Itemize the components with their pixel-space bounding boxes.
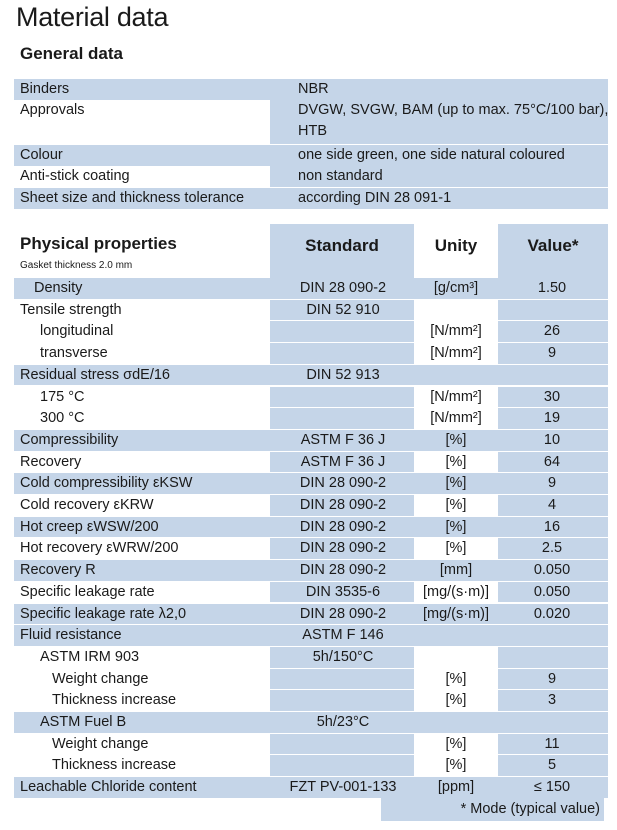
property-value: 4 [547, 497, 557, 513]
property-value: 26 [543, 323, 561, 340]
property-unit [416, 625, 496, 646]
property-standard: DIN 28 090-2 [299, 540, 387, 557]
property-row [14, 408, 608, 429]
property-label: Residual stress σdE/16 [20, 366, 170, 383]
property-standard [270, 734, 416, 755]
property-unit: [%] [445, 475, 467, 492]
property-standard: 5h/23°C [316, 714, 370, 730]
property-row [14, 495, 608, 516]
header-value: Value* [498, 224, 608, 278]
property-standard: DIN 28 090-2 [299, 280, 387, 296]
property-row [14, 582, 608, 603]
property-standard [270, 387, 416, 408]
general-row [14, 166, 608, 187]
general-row-value: non standard [298, 168, 383, 184]
property-label: Hot creep εWSW/200 [20, 518, 159, 535]
property-value: 64 [543, 453, 561, 470]
general-row-value: NBR [298, 81, 329, 97]
general-row-value: according DIN 28 091-1 [298, 190, 452, 206]
property-label: longitudinal [40, 323, 114, 340]
property-value [496, 647, 608, 668]
property-row [14, 560, 608, 581]
property-label: Cold compressibility εKSW [20, 475, 193, 492]
property-standard [270, 408, 416, 429]
property-row [14, 755, 608, 776]
property-row [14, 777, 608, 798]
footnote-row [14, 797, 608, 821]
property-row [14, 604, 608, 625]
general-data-heading: General data [20, 44, 123, 63]
property-standard [270, 669, 416, 690]
property-value: 9 [547, 670, 557, 687]
property-unit: [mm] [439, 562, 473, 579]
physical-subtitle: Gasket thickness 2.0 mm [20, 260, 133, 271]
property-standard [270, 755, 416, 776]
general-row-value-cont: HTB [298, 123, 327, 139]
property-label: ASTM Fuel B [40, 714, 127, 730]
property-value: 2.5 [541, 540, 563, 557]
general-row-value: DVGW, SVGW, BAM (up to max. 75°C/100 bar), [298, 102, 609, 118]
property-standard: DIN 28 090-2 [299, 605, 387, 622]
property-unit [416, 300, 496, 321]
property-value: 9 [547, 345, 557, 362]
property-value [496, 300, 608, 321]
property-standard [270, 343, 416, 364]
property-value: ≤ 150 [533, 779, 571, 796]
property-unit: [%] [445, 497, 467, 513]
property-row [14, 712, 608, 733]
property-unit: [%] [445, 453, 467, 470]
general-row [14, 145, 608, 166]
property-standard: ASTM F 36 J [300, 431, 386, 448]
property-standard: DIN 3535-6 [305, 583, 381, 600]
property-row [14, 538, 608, 559]
property-row [14, 321, 608, 342]
general-row-label: Approvals [20, 102, 85, 118]
property-value: 5 [547, 757, 557, 774]
property-standard: ASTM F 146 [302, 627, 384, 644]
general-row-label: Colour [20, 147, 63, 163]
property-value [496, 365, 608, 386]
property-row [14, 647, 608, 668]
property-value [496, 625, 608, 646]
footnote: * Mode (typical value) [381, 797, 604, 821]
property-unit: [%] [445, 540, 467, 557]
property-label: ASTM IRM 903 [40, 648, 140, 665]
property-row [14, 430, 608, 451]
property-row [14, 473, 608, 494]
property-unit: [g/cm³] [433, 280, 479, 296]
general-row-label: Anti-stick coating [20, 168, 130, 184]
property-value: 0.020 [533, 605, 571, 622]
property-standard: FZT PV-001-133 [289, 779, 397, 796]
property-standard [270, 321, 416, 342]
property-value: 16 [543, 518, 561, 535]
property-unit: [%] [445, 692, 467, 709]
property-unit: [ppm] [437, 779, 475, 796]
property-row [14, 278, 608, 299]
property-unit: [%] [445, 670, 467, 687]
property-value: 30 [543, 388, 561, 405]
property-label: Recovery R [20, 562, 96, 579]
property-label: Leachable Chloride content [20, 779, 197, 796]
property-value: 0.050 [533, 583, 571, 600]
property-unit: [N/mm²] [430, 323, 482, 340]
property-row [14, 452, 608, 473]
property-label: Specific leakage rate λ2,0 [20, 605, 187, 622]
property-unit: [%] [445, 757, 467, 774]
property-standard: DIN 52 910 [306, 301, 380, 318]
property-value: 9 [547, 475, 557, 492]
property-value: 1.50 [537, 280, 567, 296]
general-row-label: Sheet size and thickness tolerance [20, 190, 245, 206]
property-value [496, 712, 608, 733]
property-standard: DIN 28 090-2 [299, 497, 387, 513]
property-standard: DIN 28 090-2 [299, 518, 387, 535]
property-unit: [%] [445, 735, 467, 752]
property-row [14, 517, 608, 538]
property-unit: [N/mm²] [430, 345, 482, 362]
property-unit: [N/mm²] [430, 410, 482, 427]
header-unity: Unity [416, 224, 496, 278]
property-standard: DIN 52 913 [306, 366, 380, 383]
property-row [14, 625, 608, 646]
property-label: 300 °C [40, 410, 85, 427]
property-unit: [%] [445, 518, 467, 535]
property-unit: [mg/(s·m)] [422, 583, 490, 600]
property-label: transverse [40, 345, 108, 362]
property-value: 0.050 [533, 562, 571, 579]
header-standard: Standard [270, 224, 414, 278]
property-row [14, 690, 608, 711]
general-row [14, 79, 608, 100]
property-row [14, 365, 608, 386]
property-row [14, 300, 608, 321]
property-label: Compressibility [20, 431, 119, 448]
property-label: Fluid resistance [20, 627, 122, 644]
physical-header [14, 224, 608, 278]
property-unit: [N/mm²] [430, 388, 482, 405]
physical-title: Physical properties [20, 234, 177, 253]
page-title: Material data [16, 2, 169, 32]
property-label: 175 °C [40, 388, 85, 405]
property-value: 11 [544, 735, 560, 752]
property-label: Cold recovery εKRW [20, 497, 154, 513]
property-label: Weight change [52, 670, 149, 687]
property-row [14, 343, 608, 364]
property-unit [416, 647, 496, 668]
property-label: Density [34, 280, 83, 296]
property-value: 3 [547, 692, 557, 709]
property-standard: ASTM F 36 J [300, 453, 386, 470]
property-label: Specific leakage rate [20, 583, 155, 600]
property-unit [416, 365, 496, 386]
property-row [14, 734, 608, 755]
property-label: Weight change [52, 735, 149, 752]
property-standard: DIN 28 090-2 [299, 562, 387, 579]
general-row-value: one side green, one side natural coloured [298, 147, 565, 163]
property-value: 19 [543, 410, 561, 427]
property-unit: [%] [445, 431, 467, 448]
property-standard [270, 690, 416, 711]
property-label: Recovery [20, 453, 82, 470]
property-label: Thickness increase [52, 692, 177, 709]
property-row [14, 669, 608, 690]
property-label: Thickness increase [52, 757, 177, 774]
general-row [14, 100, 608, 144]
property-standard: DIN 28 090-2 [299, 475, 387, 492]
property-value: 10 [543, 431, 561, 448]
general-row [14, 188, 608, 209]
property-row [14, 387, 608, 408]
property-label: Tensile strength [20, 301, 122, 318]
property-unit [416, 712, 496, 733]
property-standard: 5h/150°C [312, 648, 374, 665]
property-label: Hot recovery εWRW/200 [20, 540, 179, 557]
property-unit: [mg/(s·m)] [422, 605, 490, 622]
general-row-label: Binders [20, 81, 70, 97]
